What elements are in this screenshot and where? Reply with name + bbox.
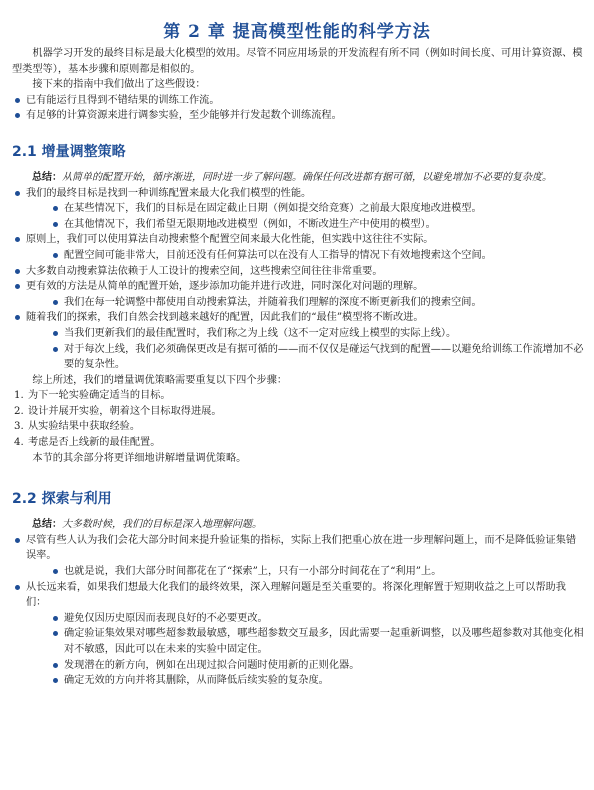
list-item: 更有效的方法是从简单的配置开始，逐步添加功能并进行改进，同时深化对问题的理解。 我们在每一轮调整中都使用自动搜索算法，并随着我们理解的深度不断更新我们的搜索空间。 [12, 279, 584, 310]
section-summary: 总结：大多数时候，我们的目标是深入地理解问题。 [32, 519, 262, 531]
bullet-icon [53, 631, 58, 636]
bullet-icon [15, 191, 20, 196]
list-item: 发现潜在的新方向，例如在出现过拟合问题时使用新的正则化器。 [26, 658, 584, 674]
bullet-icon [53, 616, 58, 621]
section-title-2-1: 2.1 增量调整策略 [12, 143, 126, 160]
section-title-2-2: 2.2 探索与利用 [12, 491, 112, 508]
bullet-icon [15, 269, 20, 274]
page-content [12, 46, 584, 689]
list-item: 也就是说，我们大部分时间都花在了“探索”上，只有一小部分时间花在了“利用”上。 [26, 564, 584, 580]
list-item: 尽管有些人认为我们会花大部分时间来提升验证集的指标，实际上我们把重心放在进一步理解问题上，而不是降低验证集错误率。 也就是说，我们大部分时间都花在了“探索”上，只有一小部分时间花在了“利用”上。 [12, 533, 584, 580]
list-item: 随着我们的探索，我们自然会找到越来越好的配置，因此我们的“最佳”模型将不断改进。 当我们更新我们的最佳配置时，我们称之为上线（这不一定对应线上模型的实际上线）。 对于每次上线，我们必须确保更改是有据可循的——而不仅仅是碰运气找到的配置——以避免给训练工作流增加不必要的复杂性。 [12, 310, 584, 372]
bullet-icon [53, 678, 58, 683]
assumptions-list [12, 93, 584, 124]
list-item: 配置空间可能非常大，目前还没有任何算法可以在没有人工指导的情况下有效地搜索这个空间。 [26, 248, 584, 264]
list-item: 我们在每一轮调整中都使用自动搜索算法，并随着我们理解的深度不断更新我们的搜索空间。 [26, 295, 584, 311]
chapter-title: 第 2 章 提高模型性能的科学方法 [163, 22, 431, 43]
list-item: 3. 从实验结果中获取经验。 [14, 421, 141, 433]
list-item: 在其他情况下，我们希望无限期地改进模型（例如，不断改进生产中使用的模型）。 [26, 217, 584, 233]
bullet-icon [53, 222, 58, 227]
steps-list [12, 388, 584, 450]
bullet-icon [15, 585, 20, 590]
list-item: 当我们更新我们的最佳配置时，我们称之为上线（这不一定对应线上模型的实际上线）。 [26, 326, 584, 342]
section-2-1-list [12, 186, 584, 373]
bullet-icon [53, 253, 58, 258]
steps-lead: 综上所述，我们的增量调优策略需要重复以下四个步骤： [32, 374, 288, 386]
list-item: 1. 为下一轮实验确定适当的目标。 [14, 390, 171, 402]
bullet-icon [53, 206, 58, 211]
list-item: 对于每次上线，我们必须确保更改是有据可循的——而不仅仅是碰运气找到的配置——以避免给训练工作流增加不必要的复杂性。 [26, 342, 584, 373]
bullet-icon [15, 98, 20, 103]
section-2-2-list [12, 533, 584, 689]
section-closing-paragraph: 本节的其余部分将更详细地讲解增量调优策略。 [32, 452, 247, 464]
bullet-icon [53, 663, 58, 668]
list-item: 原则上，我们可以使用算法自动搜索整个配置空间来最大化性能，但实践中这往往不实际。 配置空间可能非常大，目前还没有任何算法可以在没有人工指导的情况下有效地搜索这个空间。 [12, 232, 584, 263]
list-item: 我们的最终目标是找到一种训练配置来最大化我们模型的性能。 在某些情况下，我们的目标是在固定截止日期（例如提交给竞赛）之前最大限度地改进模型。 在其他情况下，我们希望无限期地改进模型（例如，不断改进生产中使用的模型）。 [12, 186, 584, 233]
intro-paragraph: 机器学习开发的最终目标是最大化模型的效用。尽管不同应用场景的开发流程有所不同（例如时间长度、可用计算资源、模型类型等），基本步骤和原则都是相似的。 [12, 48, 583, 75]
bullet-icon [53, 347, 58, 352]
list-item: 从长远来看，如果我们想最大化我们的最终效果，深入理解问题是至关重要的。将深化理解置于短期收益之上可以帮助我们： 避免仅因历史原因而表现良好的不必要更改。 确定验证集效果对哪些超参数最敏感，哪些超参数交互最多，因此需要一起重新调整，以及哪些超参数对其他变化相对不敏感，因此可以在未来的实验中固定住。 发现潜在的新方向，例如在出现过拟合问题时使用新的正则化器。 确定无效的方向并将其删除，从而降低后续实验的复杂度。 [12, 580, 584, 689]
list-item: 2. 设计并展开实验，朝着这个目标取得进展。 [14, 405, 222, 417]
list-item: 确定无效的方向并将其删除，从而降低后续实验的复杂度。 [26, 673, 584, 689]
bullet-icon [53, 569, 58, 574]
list-item: 在某些情况下，我们的目标是在固定截止日期（例如提交给竞赛）之前最大限度地改进模型。 [26, 201, 584, 217]
bullet-icon [15, 315, 20, 320]
list-item: 4. 考虑是否上线新的最佳配置。 [14, 437, 161, 449]
list-item: 大多数自动搜索算法依赖于人工设计的搜索空间，这些搜索空间往往非常重要。 [12, 264, 584, 280]
section-summary: 总结：从简单的配置开始，循序渐进，同时进一步了解问题。确保任何改进都有据可循，以避免增加不必要的复杂度。 [32, 171, 552, 183]
bullet-icon [53, 300, 58, 305]
bullet-icon [15, 237, 20, 242]
assumptions-lead: 接下来的指南中我们做出了这些假设： [32, 79, 206, 91]
list-item: 有足够的计算资源来进行调参实验，至少能够并行发起数个训练流程。 [12, 108, 584, 124]
bullet-icon [15, 284, 20, 289]
bullet-icon [15, 113, 20, 118]
list-item: 已有能运行且得到不错结果的训练工作流。 [12, 93, 584, 109]
list-item: 确定验证集效果对哪些超参数最敏感，哪些超参数交互最多，因此需要一起重新调整，以及哪些超参数对其他变化相对不敏感，因此可以在未来的实验中固定住。 [26, 626, 584, 657]
list-item: 避免仅因历史原因而表现良好的不必要更改。 [26, 611, 584, 627]
bullet-icon [53, 331, 58, 336]
bullet-icon [15, 538, 20, 543]
